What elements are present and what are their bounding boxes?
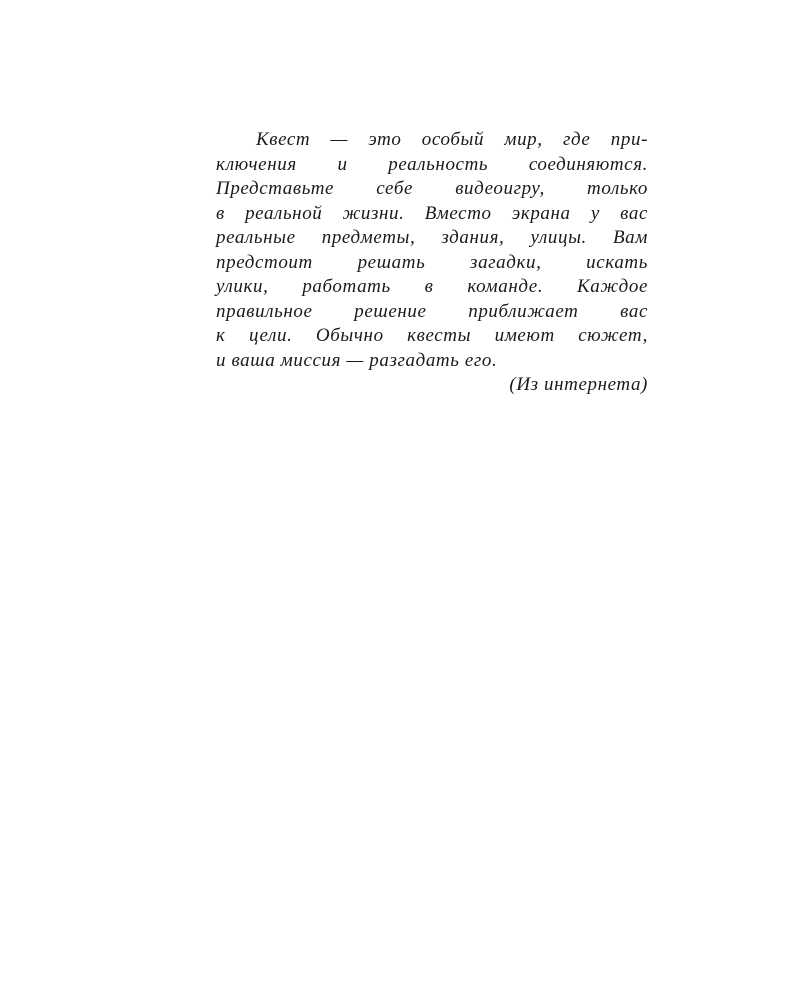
- paragraph-line: предстоит решать загадки, искать: [216, 251, 648, 273]
- quote-source: (Из интернета): [509, 374, 648, 395]
- paragraph-line: ключения и реальность соединяются.: [216, 153, 648, 175]
- paragraph-line: к цели. Обычно квесты имеют сюжет,: [216, 325, 648, 346]
- paragraph-line: Квест — это особый мир, где при-: [256, 129, 648, 150]
- paragraph-line: Представьте себе видеоигру, только: [216, 178, 648, 199]
- paragraph-line: в реальной жизни. Вместо экрана у вас: [216, 202, 648, 224]
- paragraph-line: реальные предметы, здания, улицы. Вам: [216, 227, 648, 248]
- paragraph-line: и ваша миссия — разгадать его.: [216, 349, 498, 371]
- paragraph-line: улики, работать в команде. Каждое: [216, 276, 648, 297]
- paragraph-line: правильное решение приближает вас: [216, 300, 648, 322]
- quote-paragraph: [216, 128, 648, 398]
